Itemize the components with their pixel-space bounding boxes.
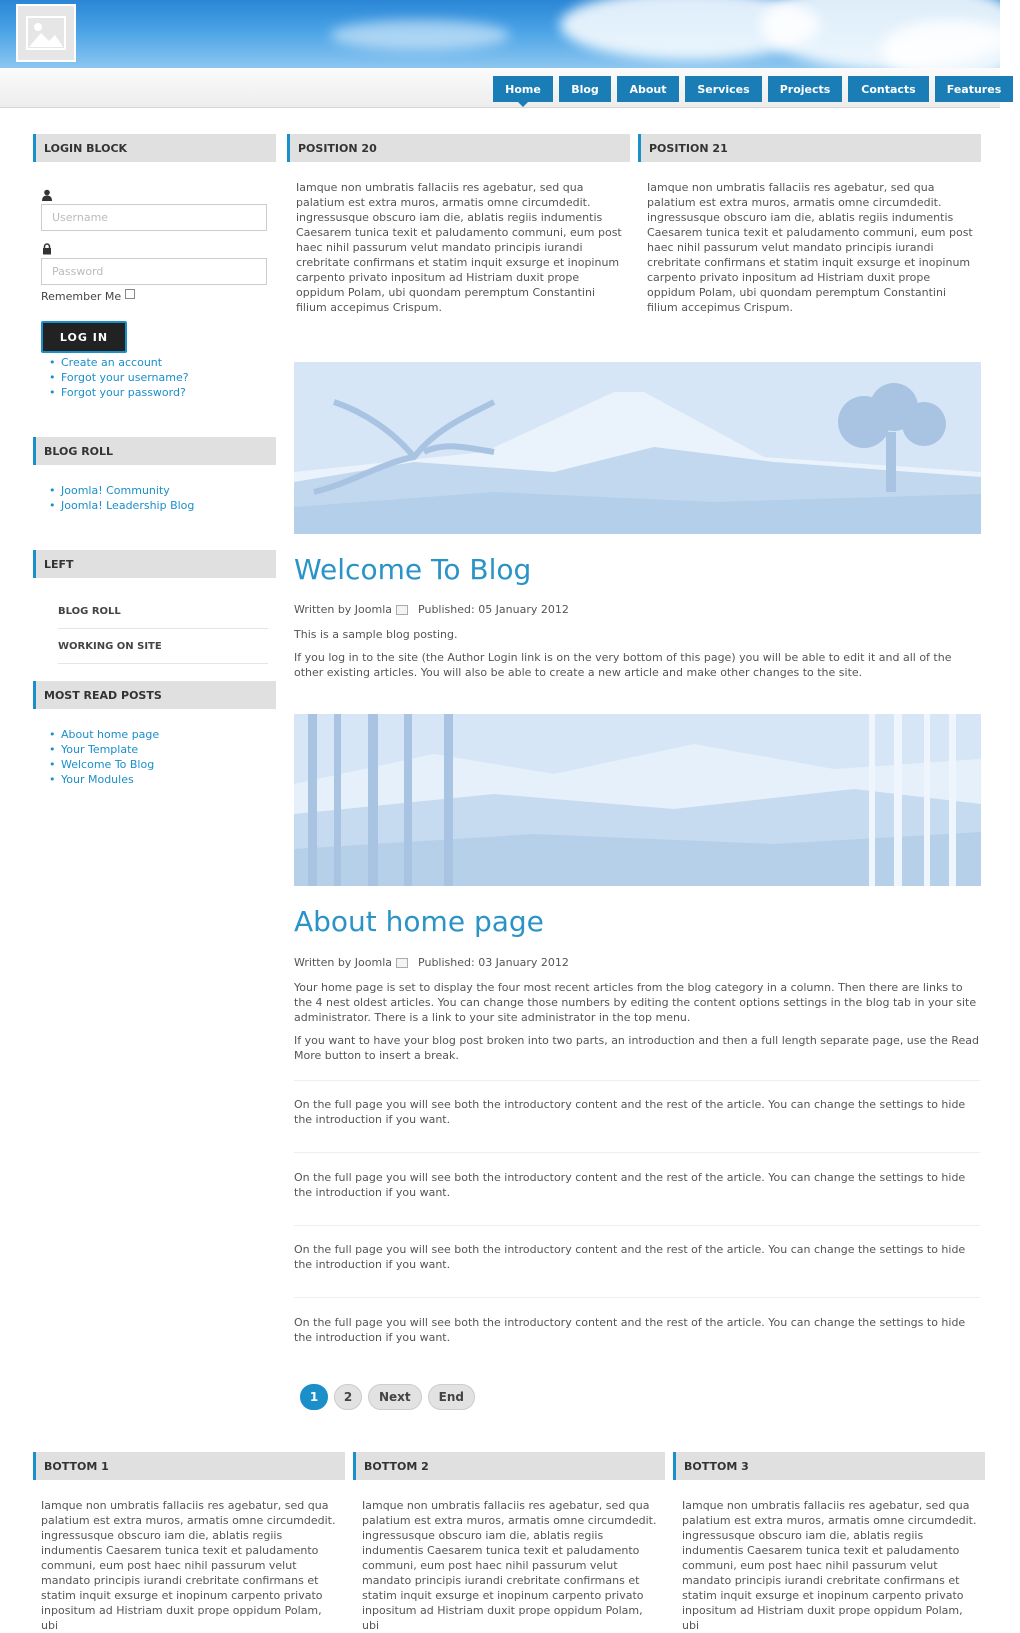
user-icon xyxy=(41,189,53,201)
article-paragraph: Your home page is set to display the four most recent articles from the blog category in a column. Then there are links to the 4 nest oldest articles. You can change those numbers by editing the content options settings in the blog tab in your site administrator. There is a link to your site administrator in the top menu. xyxy=(294,981,977,1024)
position-20-text: Iamque non umbratis fallaciis res agebatur, sed qua palatium est extra muros, armatis omne circumdedit. ingressusque obscuro iam die, ablatis regiis indumentis Caesarem tunica texit et paludamento communi, eum post haec nihil passurum velut mandato principis iurandi crebritate confirmans et statim inquit exsurge et inopinum carpento privato inpositum ad Histriam duxit prope oppidum Polam, ubi quondam peremptum Constantini filium accepimus Crispum. xyxy=(296,181,622,314)
username-field[interactable]: Username xyxy=(41,204,267,231)
article-published: Published: 03 January 2012 xyxy=(418,956,569,969)
article-published: Published: 05 January 2012 xyxy=(418,603,569,616)
calendar-icon xyxy=(396,958,408,968)
end-page-button[interactable]: End xyxy=(428,1384,475,1410)
forgot-password-link[interactable]: • Forgot your password? xyxy=(49,385,189,400)
bottom-1-text: Iamque non umbratis fallaciis res agebatur, sed qua palatium est extra muros, armatis omne circumdedit. ingressusque obscuro iam die, ablatis regiis indumentis Caesarem tunica texit et paludamento communi, eum post haec nihil passurum velut mandato principis iurandi crebritate confirmans et statim inquit exsurge et inopinum carpento privato inpositum ad Histriam duxit prope oppidum Polam, ubi xyxy=(41,1499,336,1632)
article-image-mountain xyxy=(294,362,981,534)
bottom-3-heading: BOTTOM 3 xyxy=(673,1452,985,1480)
intro-paragraph: On the full page you will see both the introductory content and the rest of the article. You can change the settings to hide the introduction if you want. xyxy=(294,1316,966,1344)
divider xyxy=(294,1080,980,1081)
position-21-text: Iamque non umbratis fallaciis res agebatur, sed qua palatium est extra muros, armatis omne circumdedit. ingressusque obscuro iam die, ablatis regiis indumentis Caesarem tunica texit et paludamento communi, eum post haec nihil passurum velut mandato principis iurandi crebritate confirmans et statim inquit exsurge et inopinum carpento privato inpositum ad Histriam duxit prope oppidum Polam, ubi quondam peremptum Constantini filium accepimus Crispum. xyxy=(647,181,973,314)
header-banner xyxy=(0,0,1000,68)
blog-roll-links xyxy=(49,483,194,513)
login-block-heading: LOGIN BLOCK xyxy=(33,134,276,162)
nav-services[interactable]: Services xyxy=(685,76,762,102)
bottom-2-heading: BOTTOM 2 xyxy=(353,1452,665,1480)
intro-paragraph: On the full page you will see both the introductory content and the rest of the article. You can change the settings to hide the introduction if you want. xyxy=(294,1171,966,1199)
nav-home[interactable]: Home xyxy=(493,76,553,102)
remember-me xyxy=(41,290,135,303)
most-read-link[interactable]: • Your Modules xyxy=(49,772,159,787)
page-2-button[interactable]: 2 xyxy=(334,1384,362,1410)
nav-features[interactable]: Features xyxy=(935,76,1013,102)
page-1-button[interactable]: 1 xyxy=(300,1384,328,1410)
remember-me-checkbox[interactable] xyxy=(125,289,135,299)
logo-placeholder-icon[interactable] xyxy=(16,4,76,62)
nav-contacts[interactable]: Contacts xyxy=(848,76,929,102)
article-paragraph: This is a sample blog posting. xyxy=(294,628,458,641)
blog-roll-heading: BLOG ROLL xyxy=(33,437,276,465)
left-menu-working-on-site[interactable]: WORKING ON SITE xyxy=(58,630,268,664)
forgot-username-link[interactable]: • Forgot your username? xyxy=(49,370,189,385)
most-read-link[interactable]: • About home page xyxy=(49,727,159,742)
main-nav xyxy=(493,76,1013,102)
blog-roll-link[interactable]: • Joomla! Community xyxy=(49,483,194,498)
most-read-link[interactable]: • Welcome To Blog xyxy=(49,757,159,772)
article-meta xyxy=(294,603,569,616)
position-21-heading: POSITION 21 xyxy=(638,134,981,162)
article-paragraph: If you log in to the site (the Author Login link is on the very bottom of this page) you will be able to edit it and all of the other existing articles. You will also be able to create a new article and make other changes to the site. xyxy=(294,651,952,679)
article-author: Written by Joomla xyxy=(294,603,393,616)
divider xyxy=(294,1297,980,1298)
login-links xyxy=(49,355,189,400)
nav-projects[interactable]: Projects xyxy=(768,76,842,102)
remember-me-label: Remember Me xyxy=(41,290,122,303)
position-20-heading: POSITION 20 xyxy=(287,134,630,162)
nav-about[interactable]: About xyxy=(617,76,679,102)
bottom-3-text: Iamque non umbratis fallaciis res agebatur, sed qua palatium est extra muros, armatis omne circumdedit. ingressusque obscuro iam die, ablatis regiis indumentis Caesarem tunica texit et paludamento communi, eum post haec nihil passurum velut mandato principis iurandi crebritate confirmans et statim inquit exsurge et inopinum carpento privato inpositum ad Histriam duxit prope oppidum Polam, ubi xyxy=(682,1499,977,1632)
most-read-links xyxy=(49,727,159,787)
divider xyxy=(294,1225,980,1226)
password-field[interactable]: Password xyxy=(41,258,267,285)
pagination xyxy=(300,1384,475,1410)
left-menu-blog-roll[interactable]: BLOG ROLL xyxy=(58,595,268,629)
blog-roll-link[interactable]: • Joomla! Leadership Blog xyxy=(49,498,194,513)
login-button[interactable]: LOG IN xyxy=(41,321,127,353)
intro-paragraph: On the full page you will see both the introductory content and the rest of the article. You can change the settings to hide the introduction if you want. xyxy=(294,1243,966,1271)
left-heading: LEFT xyxy=(33,550,276,578)
calendar-icon xyxy=(396,605,408,615)
divider xyxy=(294,1152,980,1153)
lock-icon xyxy=(41,243,53,255)
most-read-link[interactable]: • Your Template xyxy=(49,742,159,757)
intro-paragraph: On the full page you will see both the introductory content and the rest of the article. You can change the settings to hide the introduction if you want. xyxy=(294,1098,966,1126)
article-meta xyxy=(294,956,569,969)
article-title[interactable]: About home page xyxy=(294,905,544,938)
most-read-heading: MOST READ POSTS xyxy=(33,681,276,709)
article-image-bamboo xyxy=(294,714,981,886)
article-title[interactable]: Welcome To Blog xyxy=(294,553,532,586)
bottom-1-heading: BOTTOM 1 xyxy=(33,1452,345,1480)
article-author: Written by Joomla xyxy=(294,956,393,969)
bottom-2-text: Iamque non umbratis fallaciis res agebatur, sed qua palatium est extra muros, armatis omne circumdedit. ingressusque obscuro iam die, ablatis regiis indumentis Caesarem tunica texit et paludamento communi, eum post haec nihil passurum velut mandato principis iurandi crebritate confirmans et statim inquit exsurge et inopinum carpento privato inpositum ad Histriam duxit prope oppidum Polam, ubi xyxy=(362,1499,657,1632)
article-paragraph: If you want to have your blog post broken into two parts, an introduction and then a full length separate page, use the Read More button to insert a break. xyxy=(294,1034,979,1062)
next-page-button[interactable]: Next xyxy=(368,1384,422,1410)
create-account-link[interactable]: • Create an account xyxy=(49,355,189,370)
nav-blog[interactable]: Blog xyxy=(559,76,611,102)
